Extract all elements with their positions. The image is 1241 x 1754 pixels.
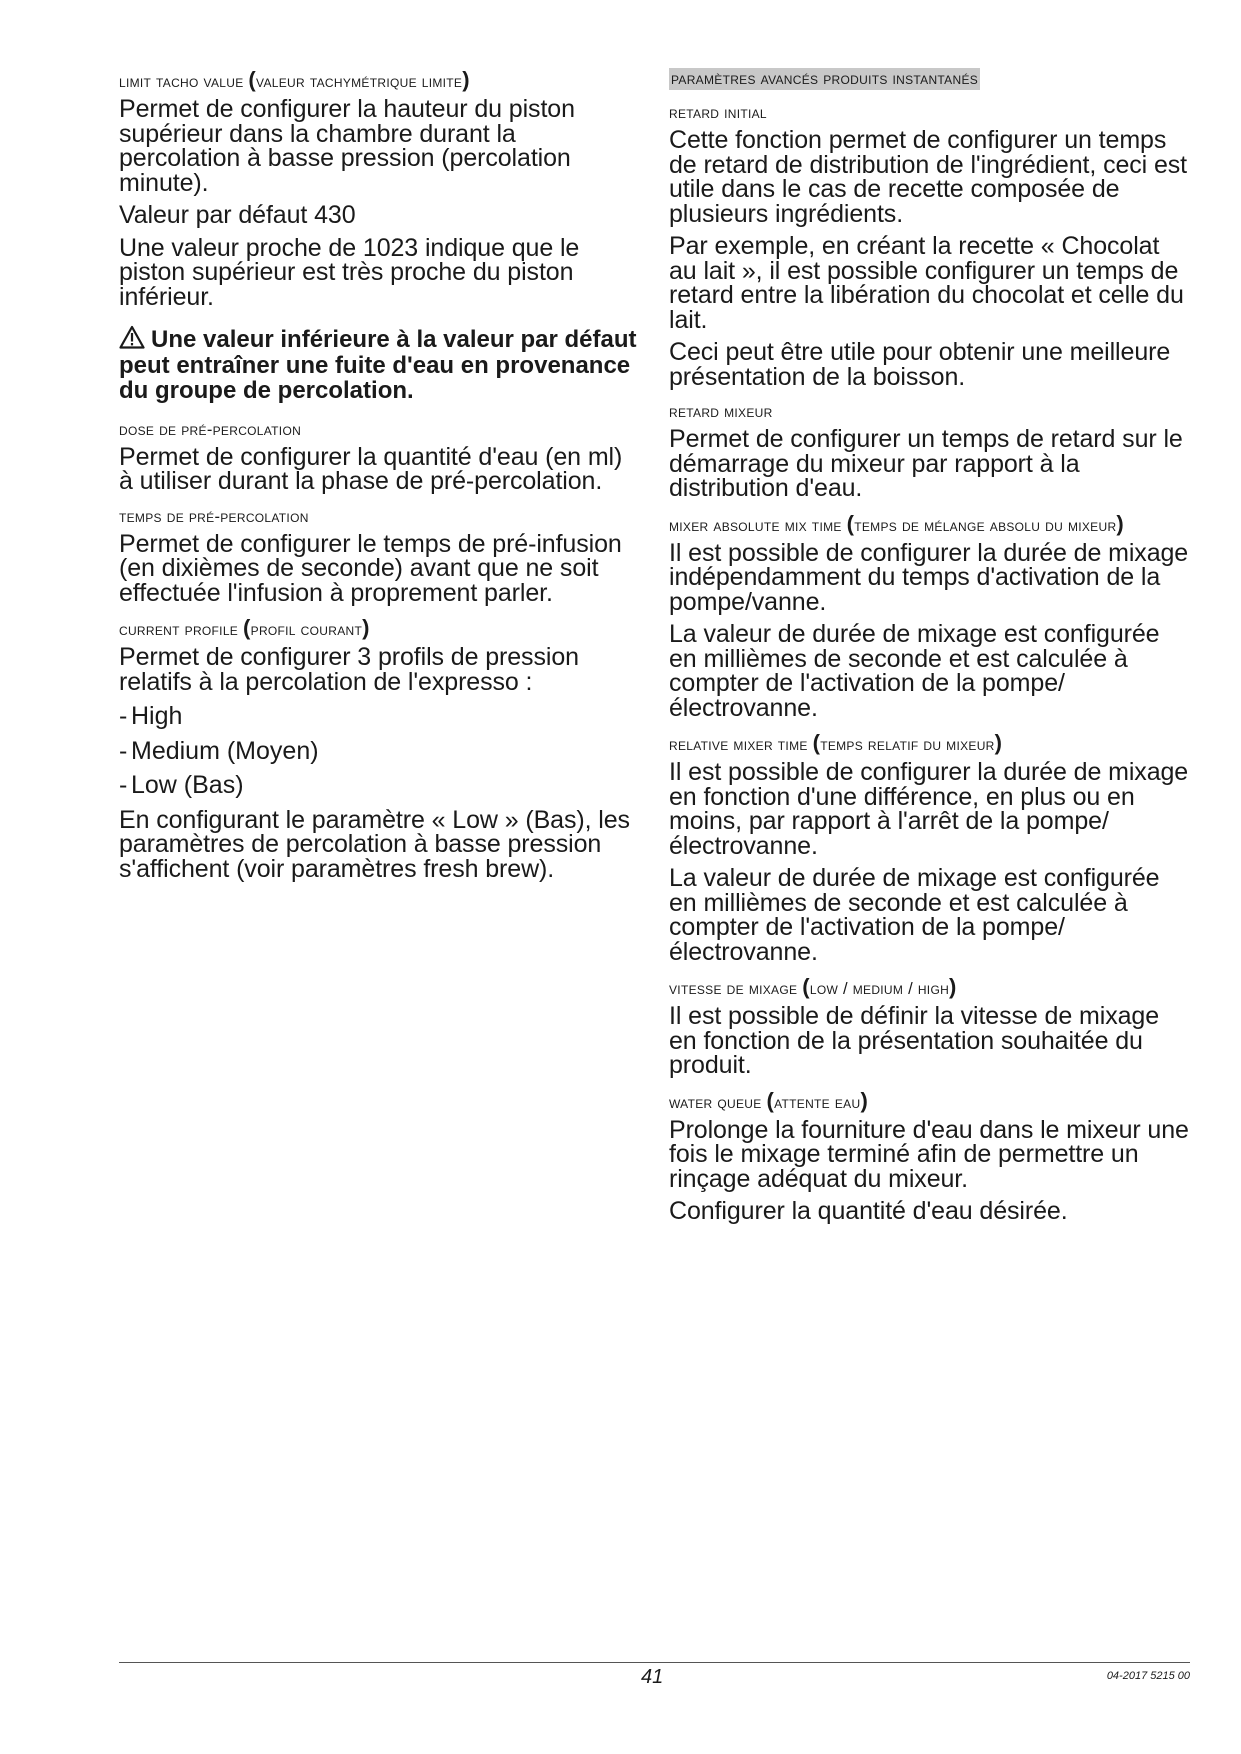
document-code: 04-2017 5215 00 — [1106, 1670, 1190, 1682]
warning-note — [119, 325, 639, 404]
paragraph-current-profile: Permet de configurer 3 profils de pression relatifs à la percolation de l'expresso : — [119, 643, 579, 696]
heading-pre-percolation-dose: dose de pré-percolation — [119, 420, 302, 439]
paragraph-mixer-absolute-2: La valeur de durée de mixage est configurée en millièmes de seconde et est calculée à compter de l'activation de la pompe/électrovanne. — [669, 620, 1160, 722]
paragraph-low-profile-note: En configurant le paramètre « Low » (Bas), les paramètres de percolation à basse pression s'affichent (voir paramètres fresh brew). — [119, 805, 630, 883]
page-number: 41 — [641, 1666, 664, 1688]
heading-retard-initial: retard initial — [669, 104, 767, 122]
paragraph-value-note: Une valeur proche de 1023 indique que le piston supérieur est très proche du piston inférieur. — [119, 233, 580, 311]
paragraph-relative-mixer-2: La valeur de durée de mixage est configurée en millièmes de seconde et est calculée à compter de l'activation de la pompe/électrovanne. — [669, 864, 1160, 966]
paragraph-pre-percolation-time: Permet de configurer le temps de pré-infusion (en dixièmes de seconde) avant que ne soit effectuée l'infusion à proprement parler. — [119, 529, 622, 607]
paragraph-water-quantity: Configurer la quantité d'eau désirée. — [669, 1197, 1068, 1225]
paragraph-pre-percolation-dose: Permet de configurer la quantité d'eau (en ml) à utiliser durant la phase de pré-percolation. — [119, 442, 623, 495]
heading-water-queue: water queue (attente eau) — [669, 1087, 869, 1113]
paragraph-retard-initial: Cette fonction permet de configurer un temps de retard de distribution de l'ingrédient, ceci est utile dans le cas de recette composée de plusieurs ingrédients. — [669, 126, 1188, 228]
paragraph-vitesse-mixage: Il est possible de définir la vitesse de mixage en fonction de la présentation souhaitée du produit. — [669, 1002, 1160, 1079]
footer-divider — [119, 1662, 1190, 1663]
heading-vitesse-mixage: vitesse de mixage (low / medium / high) — [669, 974, 957, 999]
paragraph-default-value: Valeur par défaut 430 — [119, 201, 356, 229]
right-column — [669, 68, 1189, 1232]
heading-current-profile: current profile (profil courant) — [119, 615, 370, 640]
heading-retard-mixeur: retard mixeur — [669, 403, 773, 421]
heading-relative-mixer-time: relative mixer time (temps relatif du mixeur) — [669, 730, 1003, 755]
paragraph-retard-mixeur: Permet de configurer un temps de retard sur le démarrage du mixeur par rapport à la distribution d'eau. — [669, 425, 1183, 502]
list-item: - Low (Bas) — [119, 771, 244, 799]
heading-limit-tacho-value: limit tacho value (valeur tachymétrique limite) — [119, 67, 470, 92]
heading-pre-percolation-time: temps de pré-percolation — [119, 507, 309, 526]
section-title: paramètres avancés produits instantanés — [671, 70, 979, 88]
heading-mixer-absolute-mix-time: mixer absolute mix time (temps de mélange absolu du mixeur) — [669, 510, 1125, 536]
warning-text: Une valeur inférieure à la valeur par défaut peut entraîner une fuite d'eau en provenance du groupe de percolation. — [119, 326, 637, 404]
paragraph-mixer-absolute-1: Il est possible de configurer la durée de mixage indépendamment du temps d'activation de la pompe/vanne. — [669, 538, 1189, 616]
warning-triangle-icon — [119, 325, 145, 349]
paragraph-example: Par exemple, en créant la recette « Chocolat au lait », il est possible configurer un temps de retard entre la libération du chocolat et celle du lait. — [669, 232, 1184, 334]
paragraph-water-queue: Prolonge la fourniture d'eau dans le mixeur une fois le mixage terminé afin de permettre un rinçage adéquat du mixeur. — [669, 1115, 1189, 1193]
list-item: - High — [119, 702, 183, 730]
left-column — [119, 68, 639, 889]
paragraph-limit-tacho-desc: Permet de configurer la hauteur du piston supérieur dans la chambre durant la percolation à basse pression (percolation minute). — [119, 95, 575, 197]
paragraph-relative-mixer-1: Il est possible de configurer la durée de mixage en fonction d'une différence, en plus ou en moins, par rapport à l'arrêt de la pompe/électrovanne. — [669, 758, 1189, 860]
list-item: - Medium (Moyen) — [119, 736, 319, 765]
paragraph-presentation: Ceci peut être utile pour obtenir une meilleure présentation de la boisson. — [669, 338, 1171, 391]
